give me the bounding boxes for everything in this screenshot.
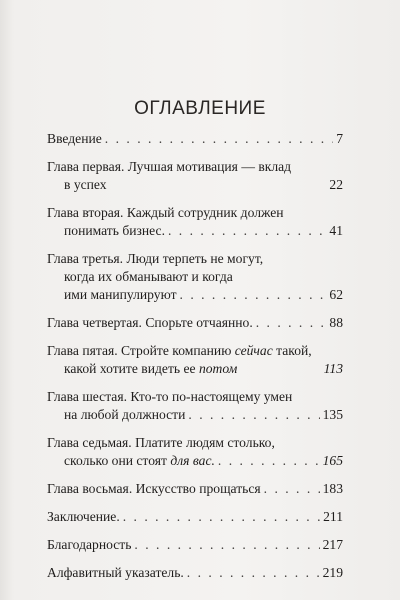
toc-line	[47, 360, 343, 378]
toc-entry-acknowledgements	[47, 536, 343, 554]
toc-page-number: 211	[323, 509, 343, 524]
toc-page-number: 219	[322, 565, 343, 580]
toc-entry-title: Введение	[47, 131, 102, 146]
toc-line	[47, 222, 343, 240]
dot-leader	[187, 564, 320, 582]
toc-entry-conclusion	[47, 508, 343, 526]
toc-text-part: какой хотите видеть ее	[64, 361, 199, 376]
toc-line	[47, 342, 343, 360]
toc-entry-chapter-5	[47, 342, 343, 378]
toc-entry-title-continued: понимать бизнес.	[64, 223, 165, 238]
toc-entry-chapter-6	[47, 388, 343, 424]
toc-page-number: 217	[322, 537, 343, 552]
toc-line	[47, 536, 343, 554]
toc-line	[47, 434, 343, 452]
toc-line	[47, 480, 343, 498]
toc-line	[47, 564, 343, 582]
dot-leader	[123, 508, 320, 526]
toc-emphasis: потом	[198, 361, 238, 376]
toc-page-number: 7	[336, 131, 343, 146]
dot-leader	[134, 536, 319, 554]
toc-entry-title-continued: в успех	[64, 177, 107, 192]
toc-emphasis: для вас.	[170, 453, 215, 468]
toc-entry-title	[47, 342, 312, 360]
toc-line	[47, 130, 343, 148]
dot-leader	[256, 314, 327, 332]
toc-line	[47, 268, 343, 286]
toc-entry-title-continued	[64, 452, 215, 470]
toc-line	[47, 406, 343, 424]
toc-page-number: 183	[322, 481, 343, 496]
dot-leader	[168, 222, 326, 240]
toc-entry-chapter-2	[47, 204, 343, 240]
toc-entry-title-continued: ими манипулируют	[64, 287, 177, 302]
toc-page-number: 41	[329, 223, 343, 238]
toc-entry-index	[47, 564, 343, 582]
toc-entry-title: Алфавитный указатель.	[47, 565, 184, 580]
toc-line	[47, 314, 343, 332]
toc-entry-chapter-8	[47, 480, 343, 498]
toc-page-number: 88	[329, 315, 343, 330]
dot-leader	[218, 452, 320, 470]
toc-page-number: 165	[322, 453, 343, 468]
dot-leader	[264, 480, 320, 498]
toc-text-part: такой,	[272, 343, 312, 358]
toc-entry-chapter-7	[47, 434, 343, 470]
toc-entry-title: Глава третья. Люди терпеть не могут,	[47, 251, 264, 266]
table-of-contents	[47, 130, 343, 592]
toc-entry-chapter-4	[47, 314, 343, 332]
toc-page-number: 113	[323, 361, 343, 376]
dot-leader	[180, 286, 327, 304]
toc-entry-introduction	[47, 130, 343, 148]
toc-line	[47, 250, 343, 268]
toc-entry-title-continued	[64, 360, 237, 378]
toc-line	[47, 286, 343, 304]
toc-emphasis: сейчас	[234, 343, 273, 358]
toc-text-part: Глава пятая. Стройте компанию	[47, 343, 235, 358]
toc-entry-title-continued: когда их обманывают и когда	[64, 269, 233, 284]
toc-line	[47, 452, 343, 470]
toc-entry-title: Глава шестая. Кто-то по-настоящему умен	[47, 389, 293, 404]
toc-line	[47, 388, 343, 406]
toc-line	[47, 508, 343, 526]
dot-leader	[105, 130, 333, 148]
page-title: ОГЛАВЛЕНИЕ	[134, 98, 266, 119]
toc-page-number: 22	[329, 177, 343, 192]
toc-entry-title-continued: на любой должности	[64, 407, 186, 422]
toc-line	[47, 204, 343, 222]
toc-entry-title: Глава седьмая. Платите людям столько,	[47, 435, 275, 450]
toc-page-number: 135	[322, 407, 343, 422]
toc-entry-title: Глава восьмая. Искусство прощаться	[47, 481, 261, 496]
toc-page-number: 62	[329, 287, 343, 302]
toc-entry-chapter-3	[47, 250, 343, 304]
toc-entry-title: Глава первая. Лучшая мотивация — вклад	[47, 159, 292, 174]
toc-line	[47, 158, 343, 176]
toc-entry-title: Глава четвертая. Спорьте отчаянно.	[47, 315, 253, 330]
toc-entry-chapter-1	[47, 158, 343, 194]
toc-entry-title: Глава вторая. Каждый сотрудник должен	[47, 205, 284, 220]
toc-line	[47, 176, 343, 194]
toc-text-part: сколько они стоят	[64, 453, 171, 468]
toc-entry-title: Благодарность	[47, 537, 132, 552]
dot-leader	[188, 406, 319, 424]
toc-entry-title: Заключение.	[47, 509, 120, 524]
